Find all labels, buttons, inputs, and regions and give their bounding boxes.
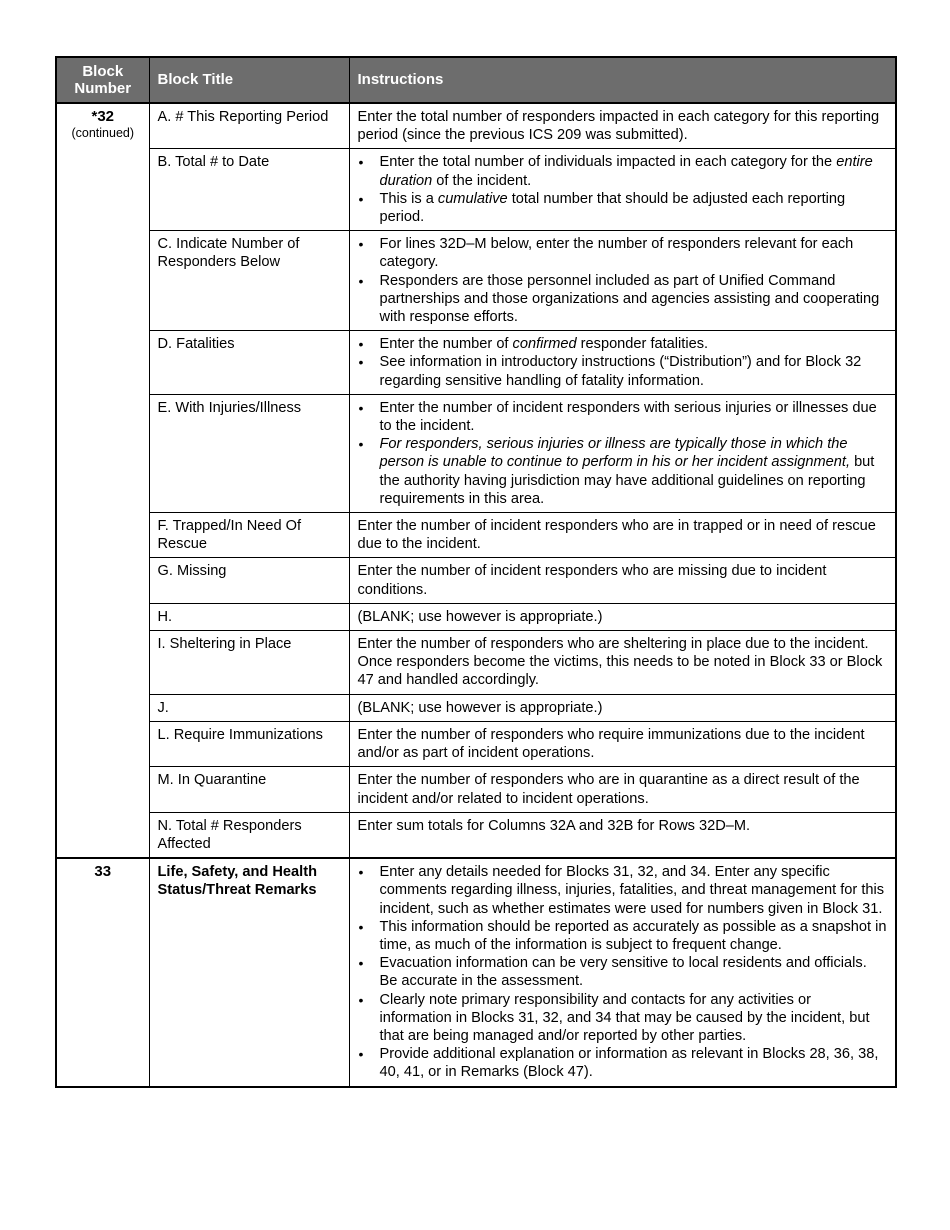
block-instructions: Enter the total number of responders impacted in each category for this reporting period (since the previous ICS 209 was submitted). bbox=[349, 103, 896, 149]
list-item: • Responders are those personnel included as part of Unified Command partnerships and those organizations and agencies assisting and cooperating with response efforts. bbox=[358, 272, 888, 327]
block-instructions: Enter the number of responders who require immunizations due to the incident and/or as part of incident operations. bbox=[349, 721, 896, 766]
table-row bbox=[56, 694, 896, 721]
instructions-table bbox=[55, 56, 897, 1088]
block-instructions: Enter the number of incident responders who are in trapped or in need of rescue due to the incident. bbox=[349, 513, 896, 558]
table-row bbox=[56, 149, 896, 231]
header-block-title: Block Title bbox=[149, 57, 349, 103]
block-instructions bbox=[349, 394, 896, 512]
list-item: • Enter any details needed for Blocks 31, 32, and 34. Enter any specific comments regarding illness, injuries, fatalities, and threat management for this incident, such as whether estimates were used for numbers given in Block 31. bbox=[358, 863, 888, 918]
block-title: I. Sheltering in Place bbox=[149, 631, 349, 695]
table-row bbox=[56, 394, 896, 512]
block-instructions: Enter the number of responders who are in quarantine as a direct result of the incident and/or related to incident operations. bbox=[349, 767, 896, 812]
table-row bbox=[56, 558, 896, 603]
block-number: *32 bbox=[91, 108, 115, 125]
block-instructions: Enter the number of responders who are sheltering in place due to the incident. Once responders become the victims, this needs to be noted in Block 33 or Block 47 and handled accordingly. bbox=[349, 631, 896, 695]
list-item: • Enter the number of confirmed responder fatalities. bbox=[358, 335, 888, 353]
list-item: • Enter the number of incident responders with serious injuries or illnesses due to the incident. bbox=[358, 399, 888, 435]
block-instructions: Enter the number of incident responders who are missing due to incident conditions. bbox=[349, 558, 896, 603]
table-row bbox=[56, 721, 896, 766]
block-instructions bbox=[349, 149, 896, 231]
table-row bbox=[56, 231, 896, 331]
block-title: H. bbox=[149, 603, 349, 630]
block-number: 33 bbox=[94, 863, 112, 881]
list-item: • Provide additional explanation or information as relevant in Blocks 28, 36, 38, 40, 41, or in Remarks (Block 47). bbox=[358, 1045, 888, 1081]
block-title: D. Fatalities bbox=[149, 331, 349, 395]
block-instructions bbox=[349, 231, 896, 331]
block-instructions: (BLANK; use however is appropriate.) bbox=[349, 603, 896, 630]
list-item: • For responders, serious injuries or illness are typically those in which the person is unable to continue to perform in his or her incident assignment, but the authority having jurisdiction may have additional guidelines on reporting requirements in this area. bbox=[358, 435, 888, 508]
header-instructions: Instructions bbox=[349, 57, 896, 103]
table-row bbox=[56, 603, 896, 630]
list-item: • Enter the total number of individuals impacted in each category for the entire duration of the incident. bbox=[358, 153, 888, 189]
block-title: Life, Safety, and Health Status/Threat Remarks bbox=[149, 858, 349, 1086]
list-item: • For lines 32D–M below, enter the number of responders relevant for each category. bbox=[358, 235, 888, 271]
table-row bbox=[56, 631, 896, 695]
table-row bbox=[56, 513, 896, 558]
block-number-cell bbox=[56, 858, 149, 1086]
block-title: L. Require Immunizations bbox=[149, 721, 349, 766]
list-item: • Evacuation information can be very sensitive to local residents and officials. Be accurate in the assessment. bbox=[358, 954, 888, 990]
block-title: C. Indicate Number of Responders Below bbox=[149, 231, 349, 331]
block-number-cell bbox=[56, 103, 149, 858]
block-instructions bbox=[349, 858, 896, 1086]
block-title: G. Missing bbox=[149, 558, 349, 603]
table-row bbox=[56, 103, 896, 149]
block-title: J. bbox=[149, 694, 349, 721]
block-title: E. With Injuries/Illness bbox=[149, 394, 349, 512]
list-item: • This is a cumulative total number that should be adjusted each reporting period. bbox=[358, 190, 888, 226]
block-instructions bbox=[349, 331, 896, 395]
table-header-row bbox=[56, 57, 896, 103]
table-row bbox=[56, 767, 896, 812]
table-row bbox=[56, 812, 896, 858]
block-number-note: (continued) bbox=[71, 126, 135, 141]
block-title: B. Total # to Date bbox=[149, 149, 349, 231]
block-title: M. In Quarantine bbox=[149, 767, 349, 812]
block-title: A. # This Reporting Period bbox=[149, 103, 349, 149]
block-title: N. Total # Responders Affected bbox=[149, 812, 349, 858]
block-instructions: Enter sum totals for Columns 32A and 32B for Rows 32D–M. bbox=[349, 812, 896, 858]
table-row bbox=[56, 331, 896, 395]
list-item: • Clearly note primary responsibility and contacts for any activities or information in Blocks 31, 32, and 34 that may be caused by the incident, but that are being managed and/or reported by other parties. bbox=[358, 991, 888, 1046]
block-title: F. Trapped/In Need Of Rescue bbox=[149, 513, 349, 558]
list-item: • This information should be reported as accurately as possible as a snapshot in time, as much of the information is subject to frequent change. bbox=[358, 918, 888, 954]
list-item: • See information in introductory instructions (“Distribution”) and for Block 32 regarding sensitive handling of fatality information. bbox=[358, 353, 888, 389]
block-instructions: (BLANK; use however is appropriate.) bbox=[349, 694, 896, 721]
table-row bbox=[56, 858, 896, 1086]
header-block-number: Block Number bbox=[56, 57, 149, 103]
